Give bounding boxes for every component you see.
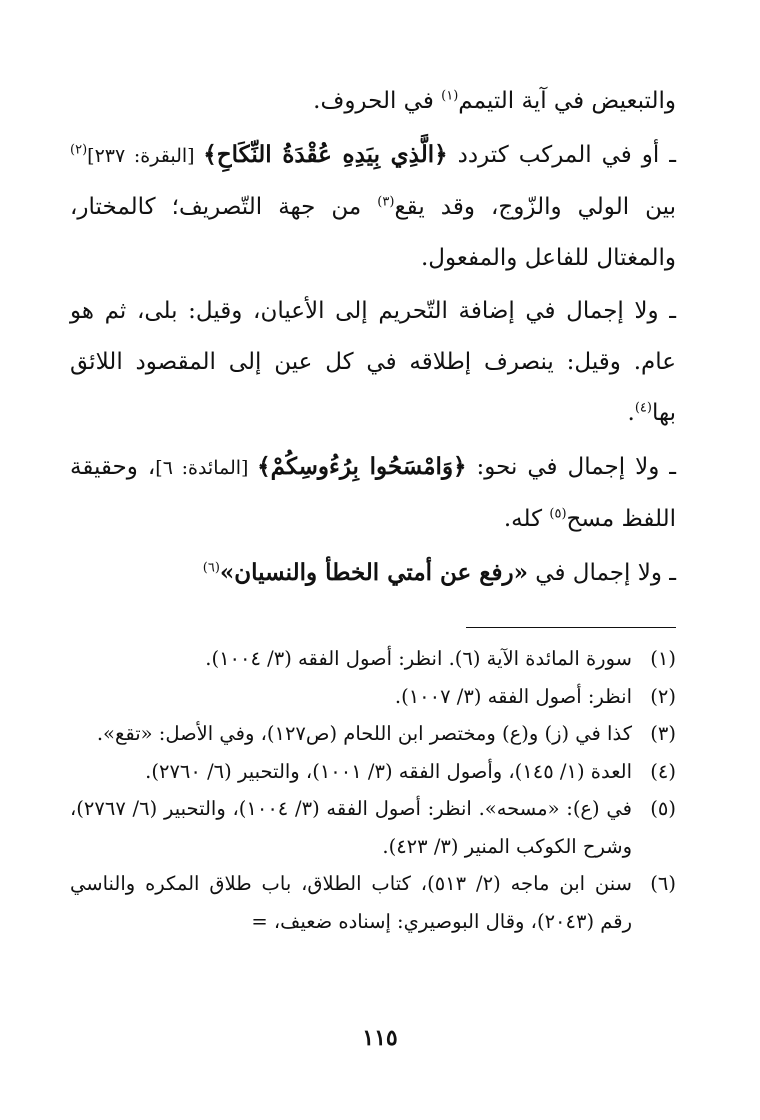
paragraph-4: ـ ولا إجمال في نحو: ﴿وَامْسَحُوا بِرُءُوسِكُمْ﴾ [المائدة: ٦]، وحقيقة اللفظ مسح$^{(٥)}$ كله. [70, 453, 677, 532]
quran-verse: ﴿الَّذِي بِيَدِهِ عُقْدَةُ النِّكَاحِ﴾ [203, 141, 448, 168]
verse-reference: [البقرة: ٢٣٧] [87, 145, 204, 167]
footnote-item [70, 678, 676, 716]
paragraph-2: ـ أو في المركب كتردد ﴿الَّذِي بِيَدِهِ عُقْدَةُ النِّكَاحِ﴾ [البقرة: ٢٣٧]$^{(٢)}$ بين الولي والزّوج، وقد يقع$^{(٣)}$ من جهة التّصريف؛ كالمختار، والمغتال للفاعل والمفعول. [70, 141, 676, 271]
paragraph-5: ـ ولا إجمال في «رفع عن أمتي الخطأ والنسيان»$^{(٦)}$ [202, 559, 676, 586]
footnote-number: (٦) [650, 872, 676, 895]
verse-reference: [المائدة: ٦] [155, 457, 258, 479]
footnote-ref-4: (٤) [634, 400, 652, 416]
footnote-item [70, 640, 676, 678]
main-text [70, 76, 676, 599]
footnote-text: انظر: أصول الفقه (٣/ ١٠٠٧). [394, 684, 632, 708]
footnote-number: (٥) [650, 797, 676, 820]
footnote-text: في (ع): «مسحه». انظر: أصول الفقه (٣/ ١٠٠٤)، والتحبير (٦/ ٢٧٦٧)، وشرح الكوكب المنير (٣/ ٤٢٣). [70, 797, 632, 858]
footnote-number: (٤) [650, 759, 676, 783]
paragraph-1: والتبعيض في آية التيمم$^{(١)}$ في الحروف. [313, 88, 676, 114]
footnote-item [70, 865, 676, 940]
footnote-text: كذا في (ز) و(ع) ومختصر ابن اللحام (ص١٢٧)، وفي الأصل: «تقع». [96, 722, 632, 745]
hadith-quote: «رفع عن أمتي الخطأ والنسيان» [219, 559, 528, 586]
footnote-item [70, 715, 676, 753]
footnote-number: (٢) [650, 684, 676, 708]
footnote-ref-6: (٦) [202, 560, 220, 576]
footnote-text: سورة المائدة الآية (٦). انظر: أصول الفقه (٣/ ١٠٠٤). [205, 647, 632, 670]
footnotes [70, 640, 676, 940]
paragraph-3: ـ ولا إجمال في إضافة التّحريم إلى الأعيان، وقيل: بلى، ثم هو عام. وقيل: ينصرف إطلاقه في كل عين إلى المقصود اللائق بها$^{(٤)}$. [70, 298, 676, 426]
footnote-ref-1: (١) [441, 88, 459, 104]
footnote-divider [466, 627, 676, 628]
footnote-item [70, 790, 676, 865]
footnote-number: (٣) [650, 722, 676, 745]
footnote-ref-2: (٢) [70, 142, 88, 158]
footnote-item [70, 753, 676, 791]
page-number: ١١٥ [362, 1025, 398, 1051]
quran-verse: ﴿وَامْسَحُوا بِرُءُوسِكُمْ﴾ [257, 453, 467, 480]
footnote-ref-3: (٣) [377, 194, 395, 210]
footnote-ref-5: (٥) [549, 506, 567, 522]
footnote-text: العدة (١/ ١٤٥)، وأصول الفقه (٣/ ١٠٠١)، والتحبير (٦/ ٢٧٦٠). [145, 759, 632, 783]
footnote-number: (١) [650, 647, 676, 670]
footnote-text: سنن ابن ماجه (٢/ ٥١٣)، كتاب الطلاق، باب طلاق المكره والناسي رقم (٢٠٤٣)، وقال البوصيري: إسناده ضعيف، = [70, 872, 632, 933]
